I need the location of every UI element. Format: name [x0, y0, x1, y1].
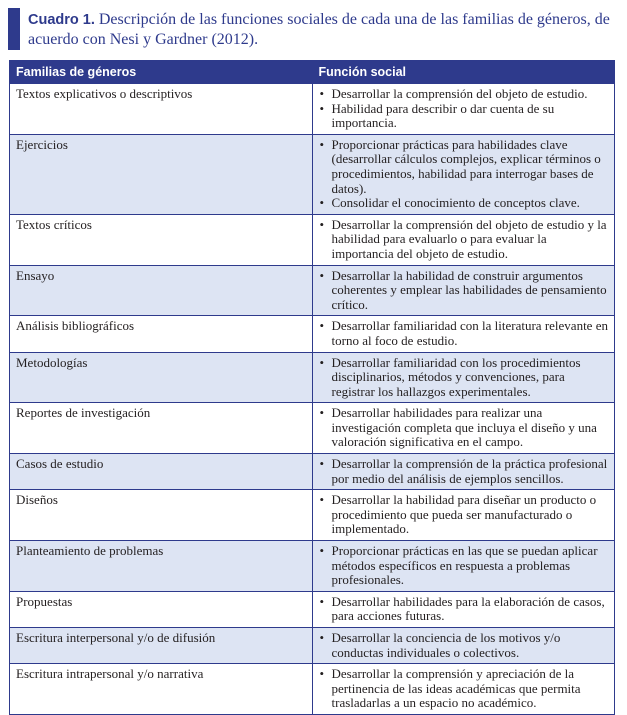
genre-family-cell: Análisis bibliográficos — [10, 316, 313, 352]
caption-text — [28, 10, 618, 49]
table-row — [10, 541, 615, 592]
caption-description: Descripción de las funciones sociales de cada una de las familias de géneros, de acuerdo con Nesi y Gardner (2012). — [28, 11, 610, 48]
header-genre-families: Familias de géneros — [10, 61, 313, 84]
function-item: • Desarrollar la comprensión de la práctica profesional por medio del análisis de ejemplos sencillos. — [319, 457, 609, 486]
caption-label: Cuadro 1. — [28, 12, 95, 28]
function-list — [319, 544, 609, 588]
genre-family-cell: Reportes de investigación — [10, 403, 313, 454]
function-item: • Consolidar el conocimiento de conceptos clave. — [319, 196, 609, 211]
function-list — [319, 457, 609, 486]
genre-family-cell: Propuestas — [10, 591, 313, 627]
social-function-cell — [312, 591, 615, 627]
caption-accent-bar — [8, 8, 20, 50]
function-list — [319, 138, 609, 211]
social-function-cell — [312, 664, 615, 715]
function-item: • Proporcionar prácticas en las que se puedan aplicar métodos específicos en respuesta a problemas profesionales. — [319, 544, 609, 588]
function-list — [319, 493, 609, 537]
social-function-cell — [312, 628, 615, 664]
social-function-cell — [312, 490, 615, 541]
function-item: • Desarrollar habilidades para la elaboración de casos, para acciones futuras. — [319, 595, 609, 624]
function-item: • Desarrollar la comprensión del objeto de estudio y la habilidad para evaluarlo o para evaluar la importancia del objeto de estudio. — [319, 218, 609, 262]
function-item: • Desarrollar la conciencia de los motivos y/o conductas individuales o colectivos. — [319, 631, 609, 660]
function-item: • Desarrollar habilidades para realizar una investigación completa que incluya el diseño y una valoración significativa en el campo. — [319, 406, 609, 450]
table-row — [10, 454, 615, 490]
function-item: • Desarrollar la comprensión del objeto de estudio. — [319, 87, 609, 102]
function-list — [319, 356, 609, 400]
function-list — [319, 87, 609, 131]
social-function-cell — [312, 134, 615, 214]
function-list — [319, 631, 609, 660]
genre-family-cell: Metodologías — [10, 352, 313, 403]
table-caption — [8, 8, 618, 48]
function-list — [319, 269, 609, 313]
genre-family-cell: Ejercicios — [10, 134, 313, 214]
genre-family-cell: Planteamiento de problemas — [10, 541, 313, 592]
table-row — [10, 628, 615, 664]
genre-functions-table — [9, 60, 615, 715]
function-list — [319, 406, 609, 450]
table-header-row — [10, 61, 615, 84]
social-function-cell — [312, 265, 615, 316]
table-row — [10, 265, 615, 316]
genre-family-cell: Casos de estudio — [10, 454, 313, 490]
social-function-cell — [312, 541, 615, 592]
genre-family-cell: Escritura intrapersonal y/o narrativa — [10, 664, 313, 715]
social-function-cell — [312, 352, 615, 403]
table-row — [10, 134, 615, 214]
function-item: • Desarrollar familiaridad con la literatura relevante en torno al foco de estudio. — [319, 319, 609, 348]
function-item: • Habilidad para describir o dar cuenta de su importancia. — [319, 102, 609, 131]
social-function-cell — [312, 316, 615, 352]
genre-family-cell: Diseños — [10, 490, 313, 541]
table-row — [10, 214, 615, 265]
table-row — [10, 352, 615, 403]
genre-family-cell: Textos críticos — [10, 214, 313, 265]
function-list — [319, 667, 609, 711]
genre-family-cell: Ensayo — [10, 265, 313, 316]
function-list — [319, 319, 609, 348]
genre-family-cell: Textos explicativos o descriptivos — [10, 84, 313, 135]
header-social-function: Función social — [312, 61, 615, 84]
table-row — [10, 84, 615, 135]
function-list — [319, 218, 609, 262]
function-item: • Desarrollar la habilidad para diseñar un producto o procedimiento que pueda ser manufacturado o implementado. — [319, 493, 609, 537]
genre-family-cell: Escritura interpersonal y/o de difusión — [10, 628, 313, 664]
table-row — [10, 591, 615, 627]
function-item: • Desarrollar la comprensión y apreciación de la pertinencia de las ideas académicas que permita trasladarlas a un espacio no académico. — [319, 667, 609, 711]
function-item: • Desarrollar la habilidad de construir argumentos coherentes y emplear las habilidades de pensamiento crítico. — [319, 269, 609, 313]
table-row — [10, 490, 615, 541]
function-item: • Proporcionar prácticas para habilidades clave (desarrollar cálculos complejos, explicar términos o procedimientos, habilidad para interrogar bases de datos). — [319, 138, 609, 196]
table-row — [10, 316, 615, 352]
table-row — [10, 403, 615, 454]
table-row — [10, 664, 615, 715]
social-function-cell — [312, 403, 615, 454]
social-function-cell — [312, 84, 615, 135]
social-function-cell — [312, 454, 615, 490]
function-item: • Desarrollar familiaridad con los procedimientos disciplinarios, métodos y convenciones, para registrar los hallazgos experimentales. — [319, 356, 609, 400]
social-function-cell — [312, 214, 615, 265]
